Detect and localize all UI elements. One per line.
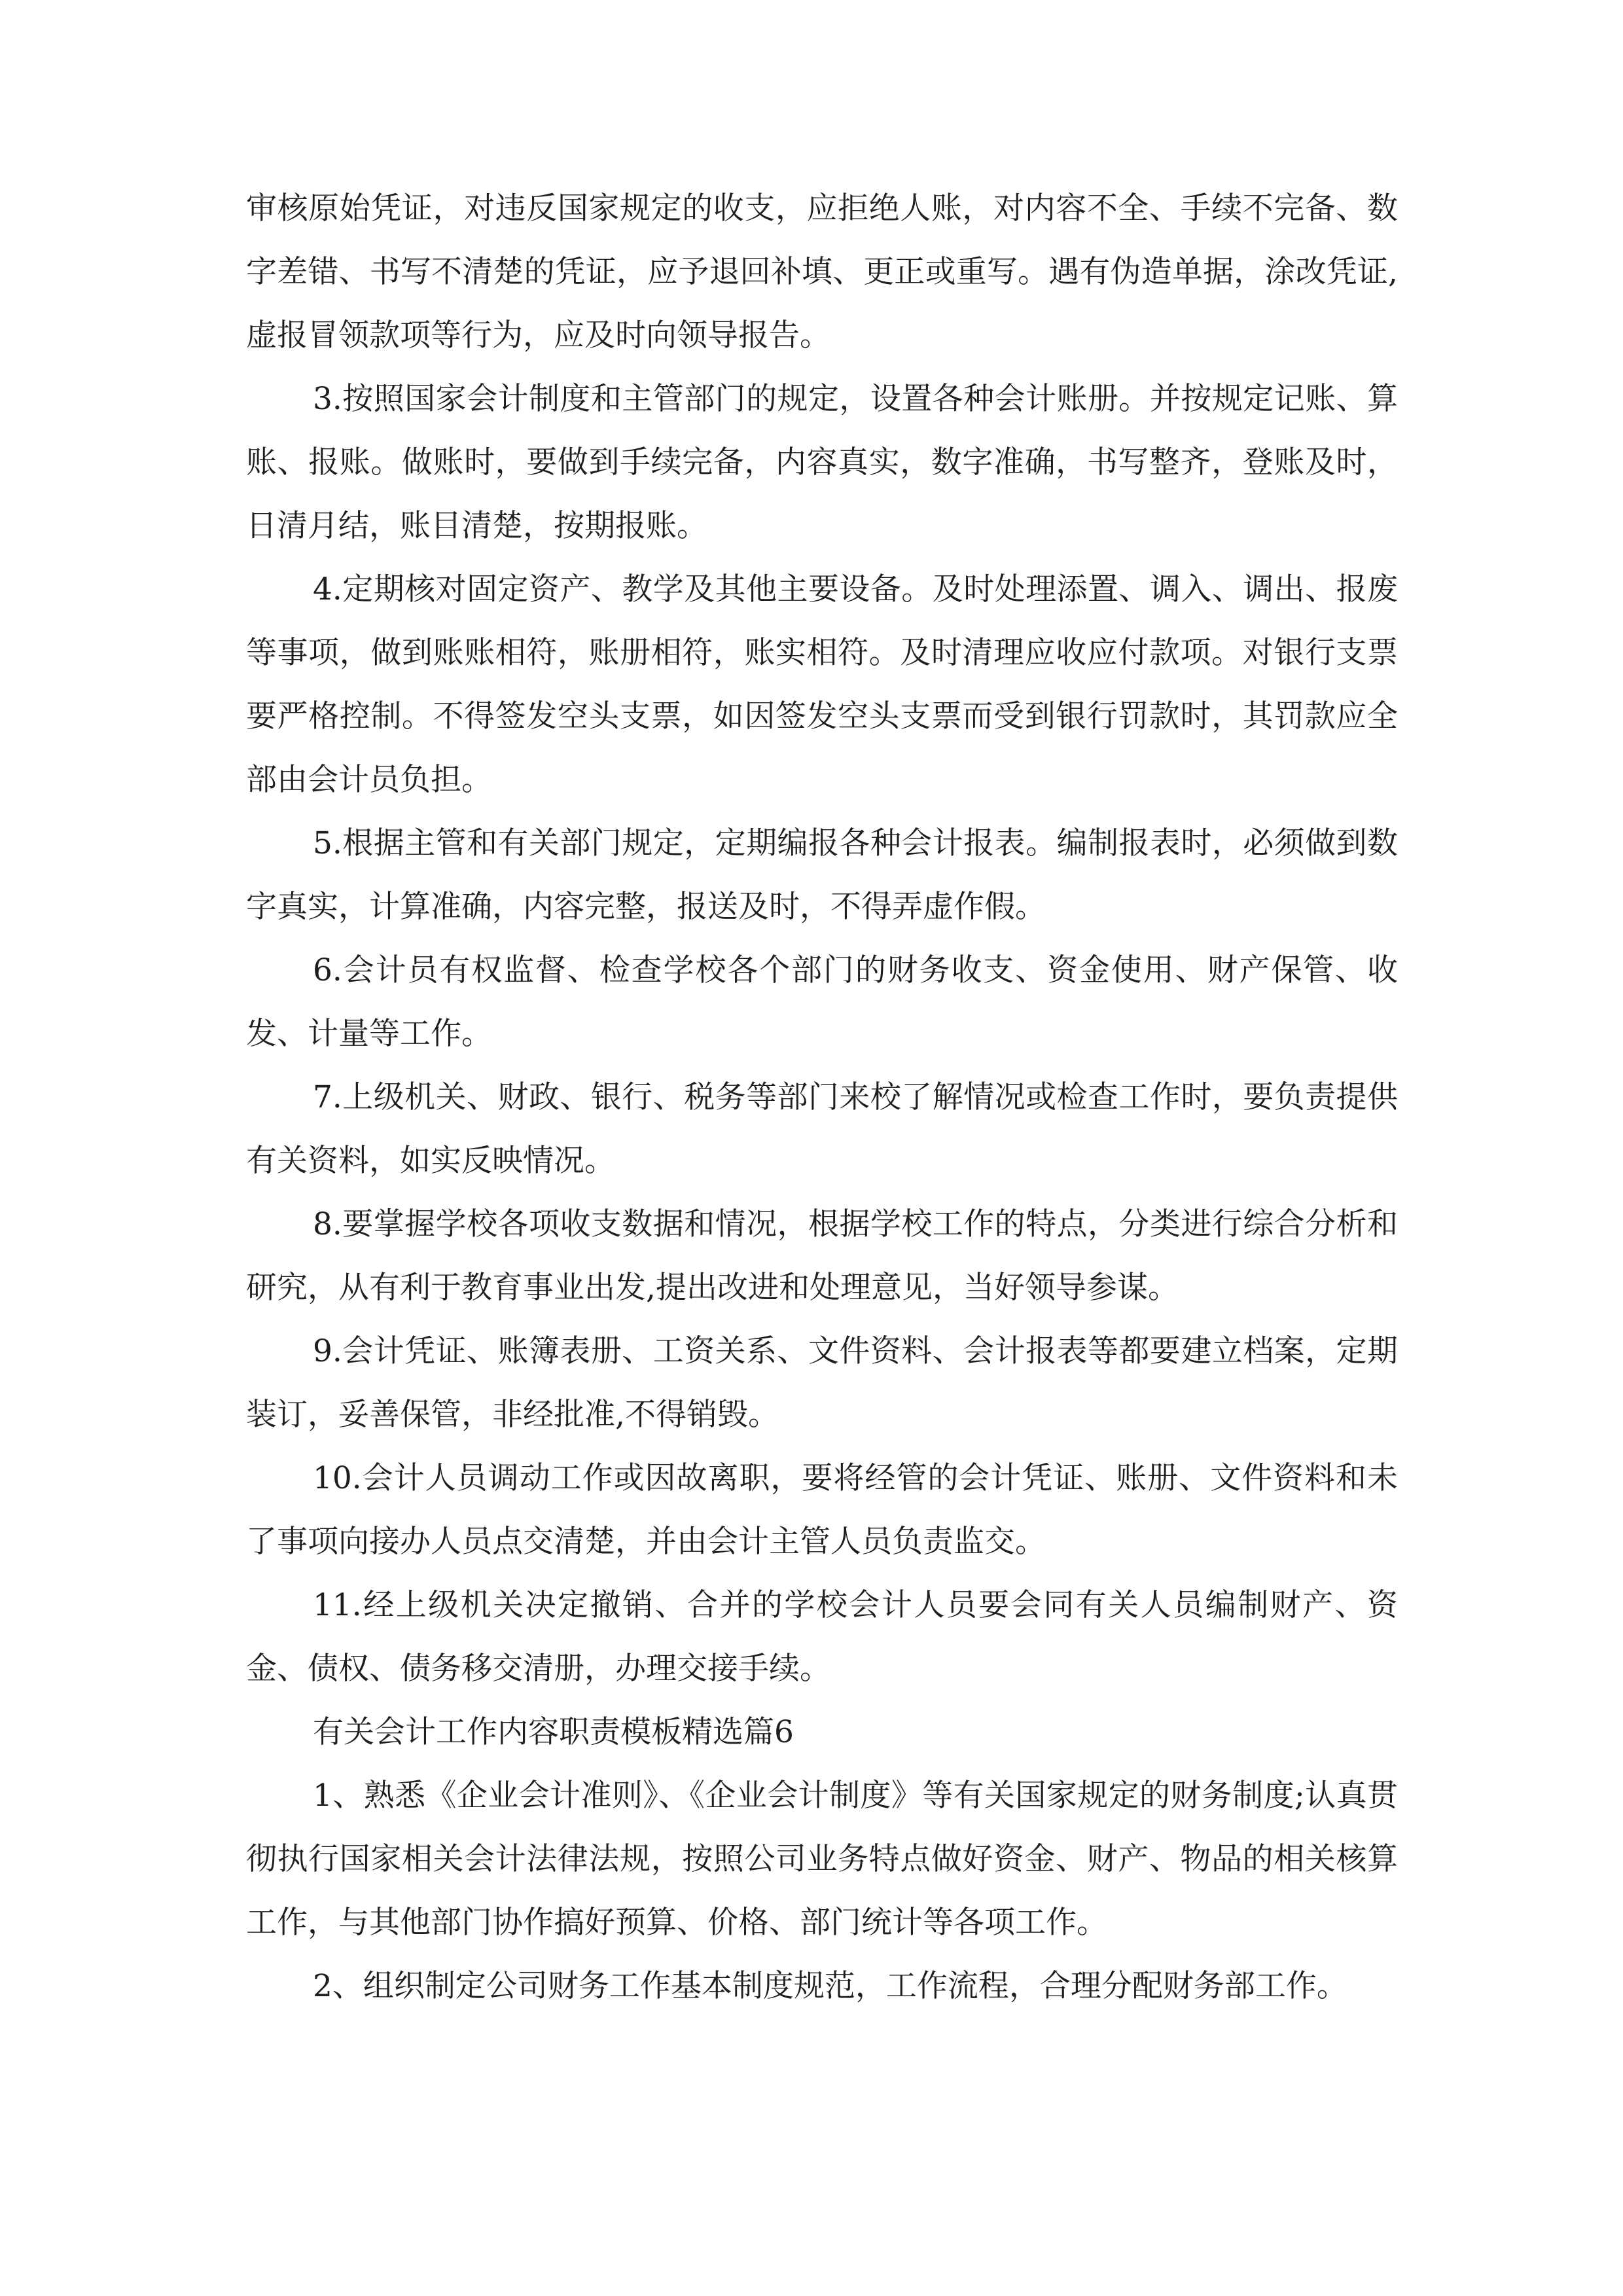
paragraph-item-7: 7.上级机关、财政、银行、税务等部门来校了解情况或检查工作时，要负责提供有关资料，如实反映情况。 xyxy=(246,1079,1398,1179)
paragraph-item-3: 3.按照国家会计制度和主管部门的规定，设置各种会计账册。并按规定记账、算账、报账。做账时，要做到手续完备，内容真实，数字准确，书写整齐，登账及时，日清月结，账目清楚，按期报账。 xyxy=(246,381,1398,544)
paragraph-item-5: 5.根据主管和有关部门规定，定期编报各种会计报表。编制报表时，必须做到数字真实，计算准确，内容完整，报送及时，不得弄虚作假。 xyxy=(246,825,1398,925)
paragraph-duty-2: 2、组织制定公司财务工作基本制度规范，工作流程，合理分配财务部工作。 xyxy=(313,1968,1347,2004)
paragraph-item-10: 10.会计人员调动工作或因故离职，要将经管的会计凭证、账册、文件资料和未了事项向接办人员点交清楚，并由会计主管人员负责监交。 xyxy=(246,1460,1398,1560)
paragraph-duty-1: 1、熟悉《企业会计准则》、《企业会计制度》等有关国家规定的财务制度;认真贯彻执行国家相关会计法律法规，按照公司业务特点做好资金、财产、物品的相关核算工作，与其他部门协作搞好预算、价格、部门统计等各项工作。 xyxy=(246,1778,1398,1941)
paragraph-item-9: 9.会计凭证、账簿表册、工资关系、文件资料、会计报表等都要建立档案，定期装订，妥善保管，非经批准,不得销毁。 xyxy=(246,1333,1398,1433)
section-heading: 有关会计工作内容职责模板精选篇6 xyxy=(313,1714,794,1750)
paragraph-item-4: 4.定期核对固定资产、教学及其他主要设备。及时处理添置、调入、调出、报废等事项，做到账账相符，账册相符，账实相符。及时清理应收应付款项。对银行支票要严格控制。不得签发空头支票，如因签发空头支票而受到银行罚款时，其罚款应全部由会计员负担。 xyxy=(246,571,1398,798)
paragraph-item-11: 11.经上级机关决定撤销、合并的学校会计人员要会同有关人员编制财产、资金、债权、债务移交清册，办理交接手续。 xyxy=(246,1587,1398,1687)
paragraph-item-6: 6.会计员有权监督、检查学校各个部门的财务收支、资金使用、财产保管、收发、计量等工作。 xyxy=(246,952,1398,1052)
paragraph-continuation: 审核原始凭证，对违反国家规定的收支，应拒绝人账，对内容不全、手续不完备、数字差错、书写不清楚的凭证，应予退回补填、更正或重写。遇有伪造单据，涂改凭证,虚报冒领款项等行为，应及时向领导报告。 xyxy=(246,190,1398,353)
document-body xyxy=(246,177,1398,2018)
paragraph-item-8: 8.要掌握学校各项收支数据和情况，根据学校工作的特点，分类进行综合分析和研究，从有利于教育事业出发,提出改进和处理意见，当好领导参谋。 xyxy=(246,1206,1398,1306)
